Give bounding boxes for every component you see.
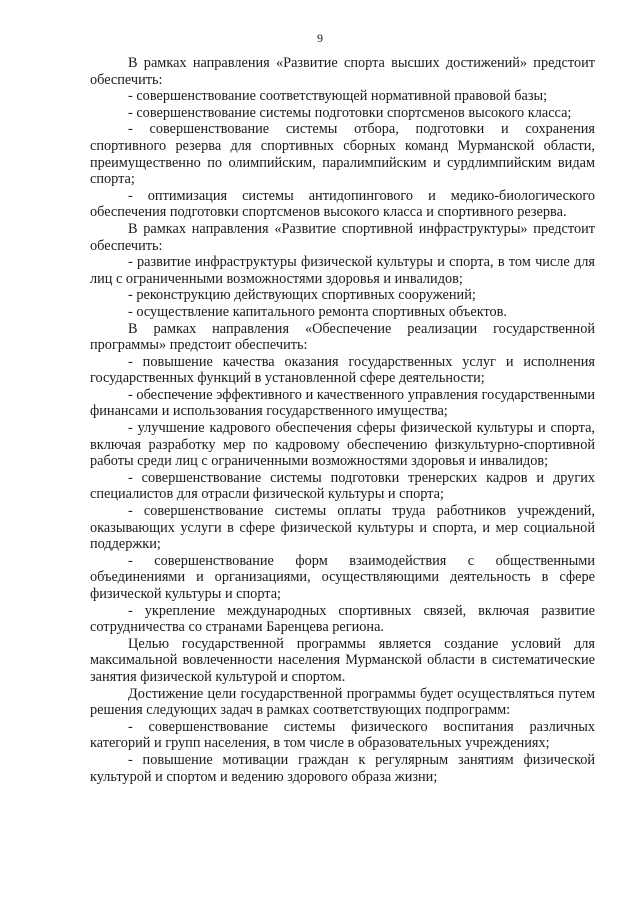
paragraph-program-goal: Целью государственной программы является создание условий для максимальной вовлеченности населения Мурманской области в систематические занятия физической культурой и спортом. [90, 635, 595, 685]
list-item: - повышение мотивации граждан к регулярным занятиям физической культурой и спортом и ведению здорового образа жизни; [90, 751, 595, 785]
list-item: - совершенствование форм взаимодействия с общественными объединениями и организациями, осуществляющими деятельность в сфере физической культуры и спорта; [90, 552, 595, 602]
page-number: 9 [317, 31, 323, 45]
paragraph-intro-sport-infrastructure: В рамках направления «Развитие спортивной инфраструктуры» предстоит обеспечить: [90, 220, 595, 254]
list-item: - повышение качества оказания государственных услуг и исполнения государственных функций в установленной сфере деятельности; [90, 353, 595, 387]
list-item: - оптимизация системы антидопингового и медико-биологического обеспечения подготовки спортсменов высокого класса и спортивного резерва. [90, 187, 595, 221]
paragraph-intro-program-support: В рамках направления «Обеспечение реализации государственной программы» предстоит обеспечить: [90, 320, 595, 354]
list-item: - совершенствование системы оплаты труда работников учреждений, оказывающих услуги в сфере физической культуры и спорта, и мер социальной поддержки; [90, 503, 595, 553]
list-item: - совершенствование системы физического воспитания различных категорий и групп населения, в том числе в образовательных учреждениях; [90, 718, 595, 752]
list-item: - укрепление международных спортивных связей, включая развитие сотрудничества со странами Баренцева региона. [90, 602, 595, 636]
list-item: - совершенствование соответствующей нормативной правовой базы; [128, 88, 548, 105]
paragraph-goal-achievement: Достижение цели государственной программы будет осуществляться путем решения следующих задач в рамках соответствующих подпрограмм: [90, 685, 595, 719]
list-item: - совершенствование системы подготовки спортсменов высокого класса; [128, 104, 572, 121]
list-item: - реконструкцию действующих спортивных сооружений; [128, 287, 476, 304]
paragraph-intro-sport-achievements: В рамках направления «Развитие спорта высших достижений» предстоит обеспечить: [90, 55, 595, 88]
list-item: - обеспечение эффективного и качественного управления государственными финансами и использования государственного имущества; [90, 386, 595, 420]
list-item: - совершенствование системы подготовки тренерских кадров и других специалистов для отрасли физической культуры и спорта; [90, 469, 595, 503]
list-item: - совершенствование системы отбора, подготовки и сохранения спортивного резерва для спортивных сборных команд Мурманской области, преимущественно по олимпийским, паралимпийским и сурдлимпийским видам спорта; [90, 121, 595, 188]
list-item: - осуществление капитального ремонта спортивных объектов. [128, 303, 507, 320]
list-item: - развитие инфраструктуры физической культуры и спорта, в том числе для лиц с ограниченными возможностями здоровья и инвалидов; [90, 254, 595, 287]
list-item: - улучшение кадрового обеспечения сферы физической культуры и спорта, включая разработку мер по кадровому обеспечению физкультурно-спортивной работы среди лиц с ограниченными возможностями здоровья и инвалидов; [90, 420, 595, 470]
document-body [90, 55, 595, 785]
